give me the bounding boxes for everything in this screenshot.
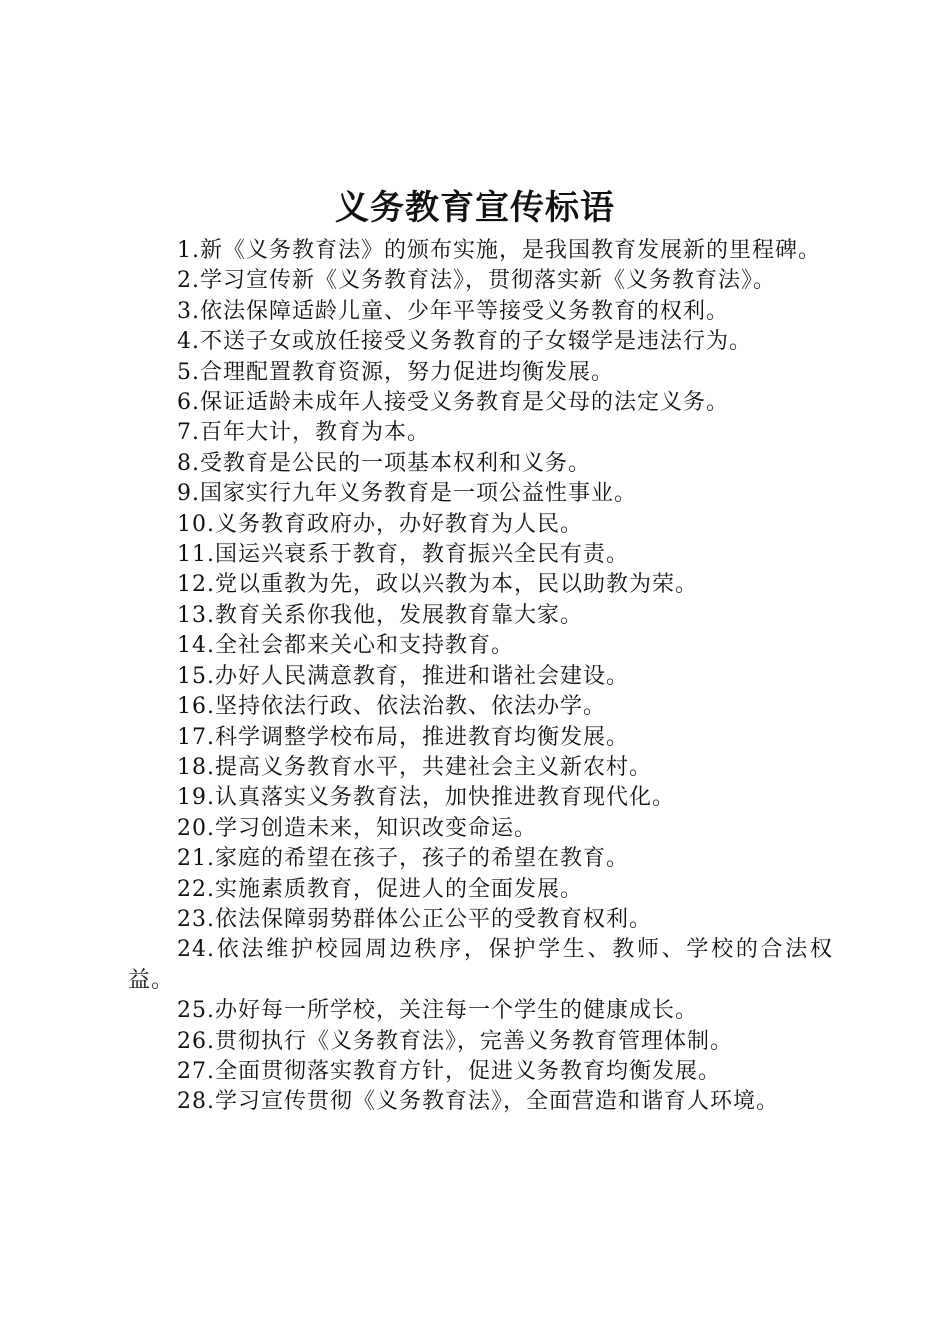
slogan-item: 20.学习创造未来，知识改变命运。 — [177, 815, 537, 841]
slogan-item: 22.实施素质教育，促进人的全面发展。 — [177, 876, 583, 902]
slogan-item: 13.教育关系你我他，发展教育靠大家。 — [177, 602, 583, 628]
slogan-item: 3.依法保障适龄儿童、少年平等接受义务教育的权利。 — [177, 298, 729, 324]
slogan-item: 12.党以重教为先，政以兴教为本，民以助教为荣。 — [177, 572, 698, 598]
slogan-item: 14.全社会都来关心和支持教育。 — [177, 633, 514, 659]
slogan-item: 23.依法保障弱势群体公正公平的受教育权利。 — [177, 906, 652, 932]
slogan-item: 21.家庭的希望在孩子，孩子的希望在教育。 — [177, 846, 629, 872]
document-title: 义务教育宣传标语 — [335, 188, 615, 228]
slogan-item: 7.百年大计，教育为本。 — [177, 420, 430, 446]
slogan-item: 10.义务教育政府办，办好教育为人民。 — [177, 511, 583, 537]
slogan-item: 11.国运兴衰系于教育，教育振兴全民有责。 — [177, 542, 629, 568]
slogan-item: 27.全面贯彻落实教育方针，促进义务教育均衡发展。 — [177, 1058, 721, 1084]
slogan-item: 24.依法维护校园周边秩序，保护学生、教师、学校的合法权益。 — [128, 937, 833, 993]
slogan-item: 2.学习宣传新《义务教育法》，贯彻落实新《义务教育法》。 — [177, 268, 776, 294]
slogan-item: 6.保证适龄未成年人接受义务教育是父母的法定义务。 — [177, 390, 729, 416]
slogan-item: 4.不送子女或放任接受义务教育的子女辍学是违法行为。 — [177, 329, 752, 355]
slogan-item: 17.科学调整学校布局，推进教育均衡发展。 — [177, 724, 629, 750]
slogan-item: 9.国家实行九年义务教育是一项公益性事业。 — [177, 481, 637, 507]
slogan-item: 15.办好人民满意教育，推进和谐社会建设。 — [177, 663, 629, 689]
slogan-item: 26.贯彻执行《义务教育法》，完善义务教育管理体制。 — [177, 1028, 733, 1054]
slogan-item: 8.受教育是公民的一项基本权利和义务。 — [177, 450, 591, 476]
slogan-item: 16.坚持依法行政、依法治教、依法办学。 — [177, 694, 606, 720]
slogan-item: 18.提高义务教育水平，共建社会主义新农村。 — [177, 754, 652, 780]
slogan-item: 19.认真落实义务教育法，加快推进教育现代化。 — [177, 785, 675, 811]
slogan-list — [128, 236, 833, 1118]
slogan-item: 25.办好每一所学校，关注每一个学生的健康成长。 — [177, 998, 698, 1024]
slogan-item: 28.学习宣传贯彻《义务教育法》，全面营造和谐育人环境。 — [177, 1089, 779, 1115]
slogan-item: 5.合理配置教育资源，努力促进均衡发展。 — [177, 359, 614, 385]
slogan-item: 1.新《义务教育法》的颁布实施，是我国教育发展新的里程碑。 — [177, 238, 821, 263]
